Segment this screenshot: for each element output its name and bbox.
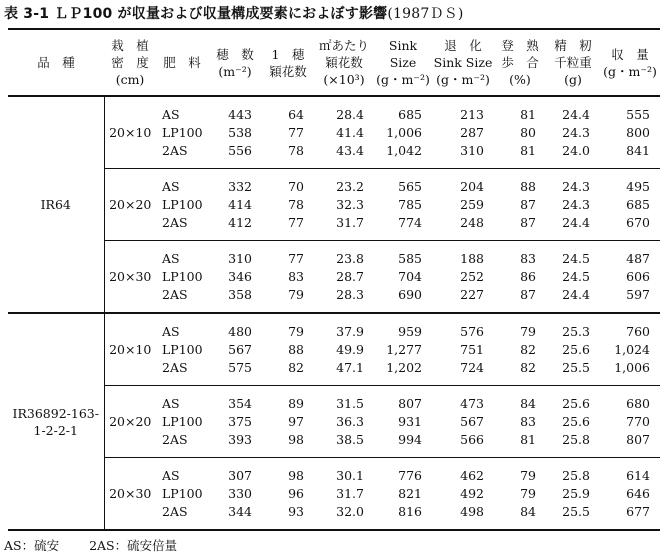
value-cell-spikelets-per-m2 [314,386,374,458]
value-cell-ripening-ratio [494,96,546,169]
variety-group [8,96,660,313]
header-density-line: (cm) [115,72,145,87]
value: 800 [626,124,650,140]
value: 358 [228,286,252,302]
value: 310 [460,142,484,158]
value: 213 [460,106,484,122]
value: 556 [228,142,252,158]
value: 77 [288,124,304,140]
table-title: ＬＰ100 が収量および収量構成要素におよぼす影響 [54,6,388,22]
value: 24.4 [562,106,590,122]
value: 82 [288,359,304,375]
value: 567 [460,413,484,429]
value-cell-yield [600,458,660,531]
value: 93 [288,503,304,519]
value: 670 [626,214,650,230]
value-cell-yield [600,96,660,169]
value: 81 [520,431,536,447]
value: 774 [398,214,422,230]
value: 330 [228,485,252,501]
value: 32.0 [336,503,364,519]
value-cell-yield [600,241,660,314]
fertilizer-label: AS [162,323,180,339]
value: 816 [398,503,422,519]
value: 38.5 [336,431,364,447]
header-panicles-line: 穂 数 [216,46,254,62]
fertilizer-label: LP100 [162,485,203,501]
value: 24.0 [562,142,590,158]
header-yield-line: 収 量 [611,46,649,62]
table-row [8,313,660,386]
value-cell-sink-size [374,169,432,241]
value-cell-spikelets-per-panicle [262,96,314,169]
value-cell-spikelets-per-m2 [314,458,374,531]
value: 807 [626,431,650,447]
value: 25.8 [562,467,590,483]
value: 480 [228,323,252,339]
variety-group [8,313,660,530]
value: 760 [626,323,650,339]
value-cell-degenerated-sink-size [432,241,494,314]
fertilizer-label: LP100 [162,268,203,284]
value: 28.7 [336,268,364,284]
value: 690 [398,286,422,302]
fertilizer-label: AS [162,250,180,266]
value-cell-grain-weight [546,313,600,386]
value: 487 [626,250,650,266]
value-cell-spikelets-per-m2 [314,313,374,386]
value-cell-spikelets-per-panicle [262,458,314,531]
value: 88 [288,341,304,357]
fertilizer-cell [156,386,208,458]
header-degenerated-sink-size-line: Sink Size [433,55,493,70]
value: 83 [288,268,304,284]
value-cell-sink-size [374,96,432,169]
fertilizer-cell [156,458,208,531]
header-variety [8,29,104,96]
fertilizer-label: LP100 [162,196,203,212]
value: 931 [398,413,422,429]
table-row [8,386,660,458]
value-cell-ripening-ratio [494,241,546,314]
header-grain-weight-line: 千粒重 [554,55,592,70]
density-cell: 20×10 [104,96,156,169]
value: 770 [626,413,650,429]
value: 25.8 [562,431,590,447]
value: 393 [228,431,252,447]
header-sink-size-line: Sink [388,38,418,53]
value: 78 [288,142,304,158]
header-row [8,29,660,96]
value: 31.7 [336,485,364,501]
header-spikelets-per-panicle-line: 1 穂 [271,46,305,62]
value: 685 [398,106,422,122]
value: 443 [228,106,252,122]
value: 47.1 [336,359,364,375]
value: 25.6 [562,413,590,429]
value: 31.5 [336,395,364,411]
fertilizer-label: 2AS [162,142,188,158]
value-cell-yield [600,169,660,241]
value: 680 [626,395,650,411]
value: 79 [520,485,536,501]
value: 567 [228,341,252,357]
value: 375 [228,413,252,429]
header-density [104,29,156,96]
value: 785 [398,196,422,212]
value: 585 [398,250,422,266]
value: 83 [520,413,536,429]
header-grain-weight-line: 精 籾 [554,38,592,53]
fertilizer-label: 2AS [162,359,188,375]
value: 87 [520,214,536,230]
table-caption [4,3,464,23]
value: 24.3 [562,196,590,212]
value: 43.4 [336,142,364,158]
value: 575 [228,359,252,375]
table-number: 表 3-1 [4,6,50,22]
value-cell-sink-size [374,458,432,531]
table-row [8,458,660,531]
value: 227 [460,286,484,302]
value: 25.9 [562,485,590,501]
value: 1,006 [614,359,650,375]
value: 70 [288,178,304,194]
value-cell-panicles [208,386,262,458]
value: 344 [228,503,252,519]
value: 23.2 [336,178,364,194]
value-cell-sink-size [374,241,432,314]
value-cell-grain-weight [546,386,600,458]
value-cell-ripening-ratio [494,313,546,386]
value: 25.5 [562,359,590,375]
value-cell-degenerated-sink-size [432,313,494,386]
value: 821 [398,485,422,501]
value: 677 [626,503,650,519]
value: 81 [520,142,536,158]
value-cell-panicles [208,458,262,531]
value: 28.3 [336,286,364,302]
value: 1,277 [386,341,422,357]
value: 576 [460,323,484,339]
value-cell-spikelets-per-panicle [262,313,314,386]
density-cell: 20×30 [104,458,156,531]
fertilizer-cell [156,313,208,386]
fertilizer-label: 2AS [162,431,188,447]
value: 346 [228,268,252,284]
value: 248 [460,214,484,230]
value-cell-degenerated-sink-size [432,169,494,241]
value-cell-degenerated-sink-size [432,458,494,531]
value: 24.4 [562,286,590,302]
header-sink-size-line: Size [389,55,417,70]
value-cell-ripening-ratio [494,169,546,241]
header-spikelets-per-m2-line: (×10³) [323,72,365,87]
value: 79 [520,467,536,483]
value: 79 [288,323,304,339]
value: 79 [288,286,304,302]
value: 1,024 [614,341,650,357]
header-ripening-ratio-line: 歩 合 [501,55,539,70]
value: 959 [398,323,422,339]
value: 555 [626,106,650,122]
value: 412 [228,214,252,230]
value: 414 [228,196,252,212]
value: 79 [520,323,536,339]
value: 77 [288,250,304,266]
value: 259 [460,196,484,212]
header-spikelets-per-m2-line: ㎡あたり [318,38,369,53]
value: 462 [460,467,484,483]
header-spikelets-per-panicle-line: 穎花数 [269,63,307,79]
header-spikelets-per-panicle [262,29,314,96]
table-year: (1987ＤＳ) [387,6,464,22]
value-cell-ripening-ratio [494,386,546,458]
value-cell-panicles [208,313,262,386]
value: 81 [520,106,536,122]
value: 31.7 [336,214,364,230]
value: 82 [520,359,536,375]
value: 84 [520,503,536,519]
value-cell-grain-weight [546,96,600,169]
value: 84 [520,395,536,411]
value-cell-degenerated-sink-size [432,96,494,169]
header-degenerated-sink-size [432,29,494,96]
value-cell-panicles [208,241,262,314]
value: 24.5 [562,268,590,284]
value: 1,006 [386,124,422,140]
value: 23.8 [336,250,364,266]
value: 96 [288,485,304,501]
density-cell: 20×10 [104,313,156,386]
header-sink-size-line: (g・m⁻²) [376,72,430,87]
value: 188 [460,250,484,266]
value: 24.3 [562,124,590,140]
fertilizer-label: LP100 [162,124,203,140]
value-cell-sink-size [374,313,432,386]
value: 994 [398,431,422,447]
value-cell-spikelets-per-panicle [262,386,314,458]
value: 646 [626,485,650,501]
density-cell: 20×20 [104,386,156,458]
fertilizer-label: 2AS [162,286,188,302]
value: 1,042 [386,142,422,158]
value-cell-grain-weight [546,458,600,531]
value: 204 [460,178,484,194]
yield-table [8,28,660,531]
value: 614 [626,467,650,483]
value: 704 [398,268,422,284]
fertilizer-cell [156,241,208,314]
value: 83 [520,250,536,266]
value: 565 [398,178,422,194]
value: 332 [228,178,252,194]
header-panicles [208,29,262,96]
value-cell-spikelets-per-m2 [314,241,374,314]
value: 36.3 [336,413,364,429]
value-cell-yield [600,386,660,458]
variety-name-line: 1-2-2-1 [33,422,78,438]
value: 354 [228,395,252,411]
value: 495 [626,178,650,194]
header-ripening-ratio-line: (%) [509,72,531,87]
value: 566 [460,431,484,447]
footnotes [4,536,203,554]
table-row [8,169,660,241]
variety-name [8,313,104,530]
fertilizer-label: LP100 [162,413,203,429]
header-grain-weight [546,29,600,96]
footnote-as: AS：硫安 [4,538,60,553]
value-cell-grain-weight [546,241,600,314]
header-sink-size [374,29,432,96]
value-cell-grain-weight [546,169,600,241]
value-cell-ripening-ratio [494,458,546,531]
header-fertilizer [156,29,208,96]
value-cell-yield [600,313,660,386]
value: 37.9 [336,323,364,339]
header-ripening-ratio-line: 登 熟 [501,38,539,53]
value: 498 [460,503,484,519]
value: 86 [520,268,536,284]
value: 30.1 [336,467,364,483]
header-yield-line: (g・m⁻²) [603,63,657,79]
header-yield [600,29,660,96]
value: 1,202 [386,359,422,375]
value: 28.4 [336,106,364,122]
value-cell-spikelets-per-m2 [314,96,374,169]
header-spikelets-per-m2 [314,29,374,96]
footnote-2as: 2AS：硫安倍量 [89,538,178,553]
value-cell-sink-size [374,386,432,458]
value: 310 [228,250,252,266]
value: 98 [288,431,304,447]
fertilizer-label: 2AS [162,503,188,519]
header-panicles-line: (m⁻²) [218,63,252,79]
header-grain-weight-line: (g) [564,72,582,87]
value: 25.6 [562,395,590,411]
header-degenerated-sink-size-line: 退 化 [444,38,482,53]
fertilizer-label: AS [162,395,180,411]
value: 77 [288,214,304,230]
variety-name [8,96,104,313]
value: 24.4 [562,214,590,230]
value-cell-spikelets-per-panicle [262,169,314,241]
value: 98 [288,467,304,483]
value-cell-spikelets-per-m2 [314,169,374,241]
header-density-line: 密 度 [111,55,149,70]
value: 492 [460,485,484,501]
fertilizer-cell [156,96,208,169]
value: 88 [520,178,536,194]
value: 87 [520,286,536,302]
header-degenerated-sink-size-line: (g・m⁻²) [436,72,490,87]
value: 724 [460,359,484,375]
value: 82 [520,341,536,357]
value: 25.5 [562,503,590,519]
header-ripening-ratio [494,29,546,96]
value-cell-degenerated-sink-size [432,386,494,458]
fertilizer-label: AS [162,467,180,483]
variety-name-line: IR36892-163- [12,405,99,421]
density-cell: 20×30 [104,241,156,314]
value: 25.6 [562,341,590,357]
value: 307 [228,467,252,483]
value: 78 [288,196,304,212]
value-cell-spikelets-per-panicle [262,241,314,314]
fertilizer-label: AS [162,106,180,122]
header-fertilizer-line: 肥 料 [163,55,201,70]
value: 776 [398,467,422,483]
value: 32.3 [336,196,364,212]
value: 685 [626,196,650,212]
value: 473 [460,395,484,411]
value: 597 [626,286,650,302]
fertilizer-label: 2AS [162,214,188,230]
value: 97 [288,413,304,429]
value-cell-panicles [208,96,262,169]
value: 606 [626,268,650,284]
header-variety-line: 品 種 [37,55,75,70]
value: 80 [520,124,536,140]
value: 287 [460,124,484,140]
value: 49.9 [336,341,364,357]
variety-name-line: IR64 [40,197,71,212]
value: 25.3 [562,323,590,339]
fertilizer-label: AS [162,178,180,194]
value: 24.3 [562,178,590,194]
value: 24.5 [562,250,590,266]
value: 841 [626,142,650,158]
header-density-line: 栽 植 [111,38,149,53]
value: 807 [398,395,422,411]
fertilizer-cell [156,169,208,241]
fertilizer-label: LP100 [162,341,203,357]
table-row [8,241,660,314]
value-cell-panicles [208,169,262,241]
density-cell: 20×20 [104,169,156,241]
value: 87 [520,196,536,212]
value: 252 [460,268,484,284]
value: 538 [228,124,252,140]
value: 64 [288,106,304,122]
value: 751 [460,341,484,357]
value: 89 [288,395,304,411]
table-row [8,96,660,169]
value: 41.4 [336,124,364,140]
header-spikelets-per-m2-line: 穎花数 [325,55,363,70]
